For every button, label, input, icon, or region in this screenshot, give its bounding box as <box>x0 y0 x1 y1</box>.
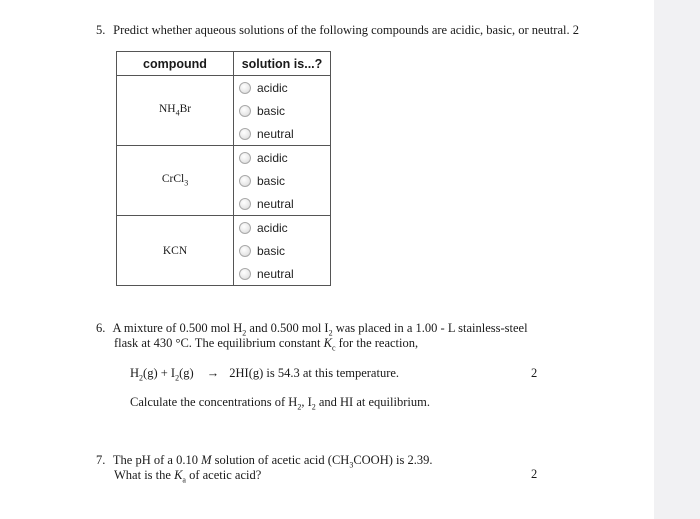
q7-molarity-symbol: M <box>201 453 212 467</box>
radio-option-basic[interactable] <box>239 239 330 262</box>
equation-subscript: 2 <box>139 373 144 383</box>
question-7-line-2 <box>114 468 261 483</box>
radio-option-neutral[interactable] <box>239 122 330 145</box>
compound-nh4br <box>117 76 234 146</box>
q6-text: A mixture of 0.500 mol H <box>112 321 243 335</box>
radio-option-neutral[interactable] <box>239 262 330 285</box>
q6-text: flask at 430 °C. The equilibrium constant <box>114 336 324 350</box>
question-5-text: Predict whether aqueous solutions of the following compounds are acidic, basic, or neutral. 2 <box>113 23 579 37</box>
table-row <box>117 76 331 146</box>
q6-subscript: 2 <box>297 402 302 412</box>
q7-k-symbol: K <box>174 468 183 482</box>
compound-crcl3 <box>117 146 234 216</box>
compound-kcn <box>117 216 234 286</box>
radio-label: basic <box>257 103 286 118</box>
compound-text: KCN <box>162 244 188 257</box>
equation-text: (g) + I <box>143 366 176 380</box>
radio-option-basic[interactable] <box>239 169 330 192</box>
q6-subscript: c <box>331 343 336 353</box>
question-5 <box>96 23 579 38</box>
table-header-row <box>117 52 331 76</box>
radio-button[interactable] <box>239 268 251 280</box>
compound-text-rest: Br <box>179 103 192 116</box>
radio-option-acidic[interactable] <box>239 216 330 239</box>
radio-button[interactable] <box>239 82 251 94</box>
radio-button[interactable] <box>239 222 251 234</box>
q7-subscript: 3 <box>349 460 354 470</box>
question-7-line-1 <box>96 453 432 468</box>
question-6-calculate <box>130 395 430 410</box>
equation-text: H <box>130 366 140 380</box>
options-crcl3 <box>234 146 331 216</box>
table-row <box>117 146 331 216</box>
question-6-equation <box>130 366 399 381</box>
q6-text: was placed in a 1.00 - L stainless-steel <box>332 321 528 335</box>
q6-text: and HI at equilibrium. <box>315 395 430 409</box>
q7-text: of acetic acid? <box>185 468 262 482</box>
radio-button[interactable] <box>239 245 251 257</box>
equation-text: (g) <box>179 366 194 380</box>
q6-text: for the reaction, <box>335 336 419 350</box>
radio-label: neutral <box>257 196 294 211</box>
compound-text: CrCl <box>161 173 185 186</box>
radio-label: basic <box>257 173 286 188</box>
radio-button[interactable] <box>239 152 251 164</box>
header-solution: solution is...? <box>234 52 331 76</box>
right-gutter <box>654 0 700 519</box>
question-6-line-1 <box>96 321 528 336</box>
question-6-number: 6. <box>96 321 106 335</box>
radio-label: basic <box>257 243 286 258</box>
compound-table <box>116 51 331 286</box>
q6-text: , I <box>301 395 312 409</box>
equation-subscript: 2 <box>175 373 180 383</box>
q6-text: Calculate the concentrations of H <box>130 395 298 409</box>
radio-option-acidic[interactable] <box>239 76 330 99</box>
radio-option-neutral[interactable] <box>239 192 330 215</box>
compound-subscript: 4 <box>175 108 180 118</box>
question-6-marks: 2 <box>531 366 538 380</box>
radio-label: neutral <box>257 126 294 141</box>
radio-button[interactable] <box>239 128 251 140</box>
q6-k-symbol: K <box>323 336 332 350</box>
radio-label: acidic <box>257 150 288 165</box>
radio-label: acidic <box>257 220 288 235</box>
header-compound: compound <box>117 52 234 76</box>
q7-text: What is the <box>114 468 175 482</box>
compound-text: NH <box>158 103 176 116</box>
q6-text: and 0.500 mol I <box>246 321 329 335</box>
radio-button[interactable] <box>239 105 251 117</box>
question-7-number: 7. <box>96 453 106 467</box>
q7-text: COOH) is 2.39. <box>353 453 433 467</box>
radio-button[interactable] <box>239 198 251 210</box>
options-nh4br <box>234 76 331 146</box>
question-7-marks: 2 <box>531 467 538 481</box>
q6-subscript: 2 <box>311 402 316 412</box>
q7-text: The pH of a 0.10 <box>112 453 202 467</box>
compound-subscript: 3 <box>184 178 189 188</box>
q6-subscript: 2 <box>242 328 247 338</box>
equation-text: 2HI(g) is 54.3 at this temperature. <box>229 366 400 380</box>
q7-subscript: a <box>182 475 186 485</box>
radio-label: neutral <box>257 266 294 281</box>
radio-option-acidic[interactable] <box>239 146 330 169</box>
radio-option-basic[interactable] <box>239 99 330 122</box>
question-6-line-2 <box>114 336 418 351</box>
radio-label: acidic <box>257 80 288 95</box>
q6-subscript: 2 <box>328 328 333 338</box>
options-kcn <box>234 216 331 286</box>
question-5-number: 5. <box>96 23 106 37</box>
q7-text: solution of acetic acid (CH <box>211 453 350 467</box>
radio-button[interactable] <box>239 175 251 187</box>
reaction-arrow-icon: → <box>206 366 220 380</box>
table-row <box>117 216 331 286</box>
